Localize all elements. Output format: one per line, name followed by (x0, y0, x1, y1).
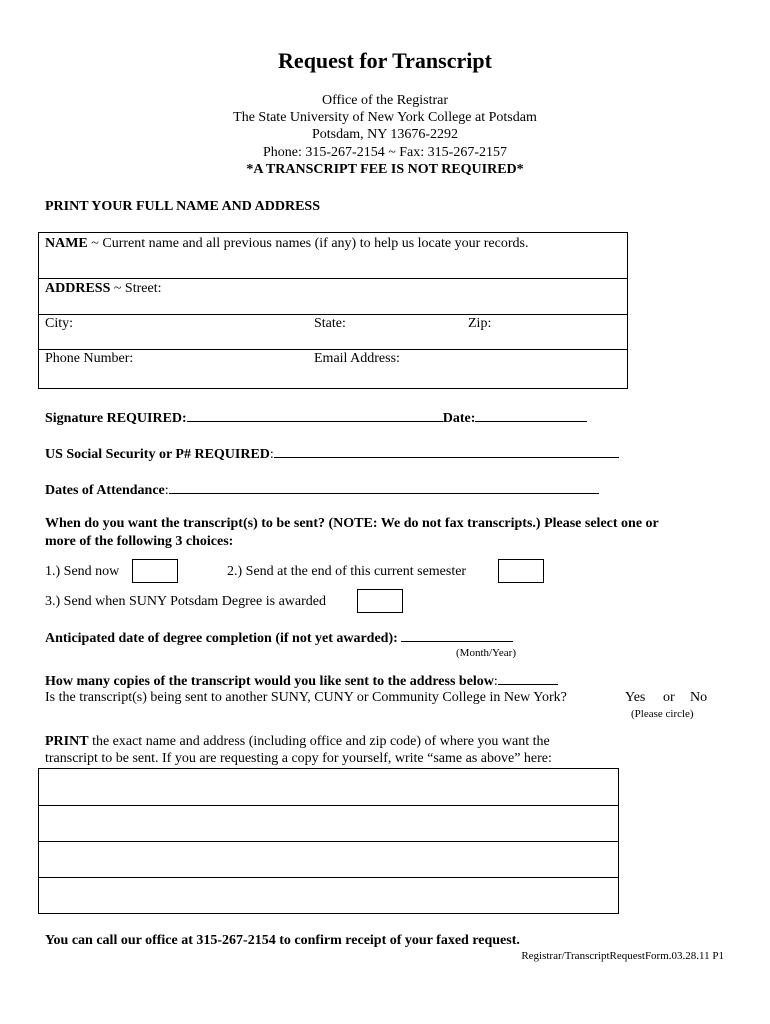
destination-instruction-line2: transcript to be sent. If you are requesting a copy for yourself, write “same as above” here: (45, 751, 552, 766)
divider (39, 278, 627, 279)
email-field[interactable]: Email Address: (314, 351, 400, 366)
university-name: The State University of New York College at Potsdam (233, 110, 537, 125)
date-label: Date: (442, 411, 476, 426)
yes-option[interactable]: Yes (625, 690, 646, 705)
form-id: Registrar/TranscriptRequestForm.03.28.11 P1 (521, 950, 724, 962)
office-city: Potsdam, NY 13676-2292 (311, 127, 459, 142)
state-field[interactable]: State: (314, 316, 346, 331)
copies-field[interactable] (498, 672, 558, 685)
instruction-text: the exact name and address (including office and zip code) of where you want the (88, 734, 550, 749)
attendance-label: Dates of Attendance (45, 483, 165, 498)
destination-line-3[interactable] (39, 841, 618, 876)
month-year-hint: (Month/Year) (456, 647, 516, 659)
address-hint: ~ Street: (110, 281, 162, 296)
option-end-semester-label: 2.) Send at the end of this current semester (227, 564, 467, 579)
send-now-checkbox[interactable] (132, 559, 178, 583)
circle-hint: (Please circle) (631, 708, 694, 720)
office-name: Office of the Registrar (321, 93, 449, 108)
destination-instruction-line1 (45, 734, 550, 750)
copies-label: How many copies of the transcript would you like sent to the address below (45, 674, 494, 689)
end-semester-checkbox[interactable] (498, 559, 544, 583)
degree-awarded-checkbox[interactable] (357, 589, 403, 613)
signature-field[interactable] (187, 409, 443, 422)
form-title: Request for Transcript (278, 48, 492, 73)
identity-section-title: PRINT YOUR FULL NAME AND ADDRESS (45, 199, 320, 214)
destination-line-2[interactable] (39, 805, 618, 840)
ssn-colon: : (269, 447, 274, 462)
destination-line-4[interactable] (39, 877, 618, 913)
address-label: ADDRESS (45, 281, 111, 296)
signature-line (45, 409, 587, 427)
suny-question: Is the transcript(s) being sent to another SUNY, CUNY or Community College in New York? (45, 690, 567, 705)
attendance-field[interactable] (169, 481, 599, 494)
name-field[interactable] (45, 236, 528, 252)
divider (39, 314, 627, 315)
address-field[interactable] (45, 281, 161, 297)
timing-question-line2: more of the following 3 choices: (45, 534, 234, 549)
option-degree-awarded-label: 3.) Send when SUNY Potsdam Degree is awarded (45, 594, 326, 609)
date-field[interactable] (475, 409, 587, 422)
confirm-text: You can call our office at 315-267-2154 to confirm receipt of your faxed request. (45, 933, 520, 948)
divider (39, 349, 627, 350)
ssn-line (45, 445, 619, 463)
city-field[interactable]: City: (45, 316, 74, 331)
copies-colon: : (493, 674, 498, 689)
signature-label: Signature REQUIRED: (45, 411, 187, 426)
anticipated-label: Anticipated date of degree completion (if not yet awarded): (45, 631, 398, 646)
anticipated-date-field[interactable] (401, 629, 513, 642)
ssn-field[interactable] (274, 445, 619, 458)
name-label: NAME (45, 236, 88, 251)
print-word: PRINT (45, 734, 89, 749)
timing-question-line1: When do you want the transcript(s) to be sent? (NOTE: We do not fax transcripts.) Please select one or (45, 516, 659, 531)
copies-line (45, 672, 558, 690)
attendance-line (45, 481, 599, 499)
zip-field[interactable]: Zip: (468, 316, 492, 331)
anticipated-line (45, 629, 513, 647)
name-hint: ~ Current name and all previous names (if any) to help us locate your records. (87, 236, 529, 251)
option-send-now-label: 1.) Send now (45, 564, 120, 579)
or-text: or (663, 690, 675, 705)
phone-field[interactable]: Phone Number: (45, 351, 134, 366)
ssn-label: US Social Security or P# REQUIRED (45, 447, 270, 462)
attendance-colon: : (164, 483, 169, 498)
fee-notice: *A TRANSCRIPT FEE IS NOT REQUIRED* (246, 162, 524, 177)
phone-fax: Phone: 315-267-2154 ~ Fax: 315-267-2157 (262, 145, 507, 160)
no-option[interactable]: No (690, 690, 708, 705)
destination-line-1[interactable] (39, 769, 618, 804)
